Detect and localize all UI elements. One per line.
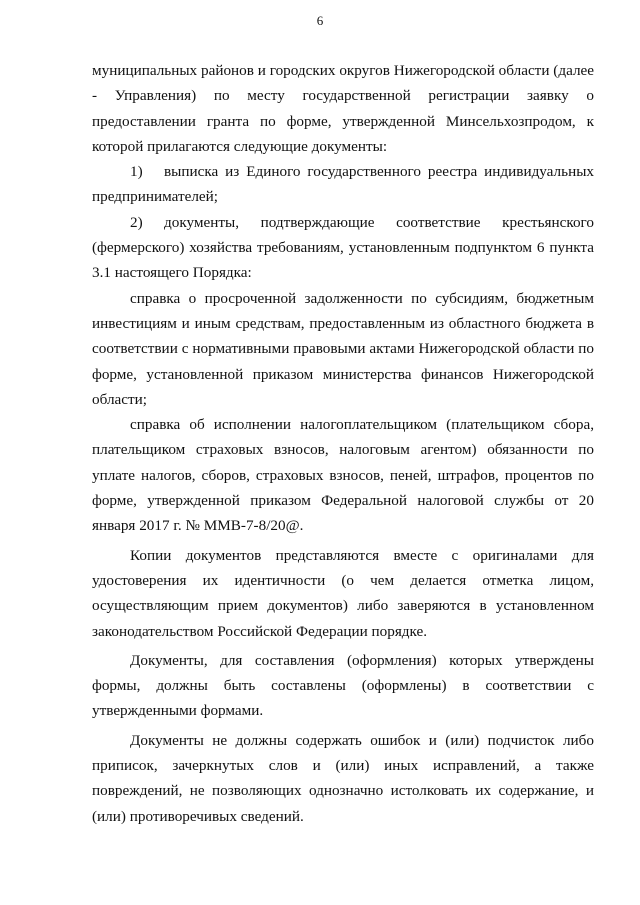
document-body <box>92 58 594 829</box>
paragraph-debt-certificate: справка о просроченной задолженности по субсидиям, бюджетным инвестициям и иным средствам, предоставленным из областного бюджета в соответствии с нормативными правовыми актами Нижегородской области по форме, установленной приказом министерства финансов Нижегородской области; <box>92 289 594 408</box>
paragraph-document-errors: Документы не должны содержать ошибок и (или) подчисток либо приписок, зачеркнутых слов и (или) иных исправлений, а также повреждений, не позволяющих однозначно истолковать их содержание, и (или) противоречивых сведений. <box>92 731 594 825</box>
paragraph-tax-certificate: справка об исполнении налогоплательщиком (плательщиком сбора, плательщиком страховых взносов, налоговым агентом) обязанности по уплате налогов, сборов, страховых взносов, пеней, штрафов, процентов по форме, утвержденной приказом Федеральной налоговой службы от 20 января 2017 г. № ММВ-7-8/20@. <box>92 416 594 535</box>
list-item-number: 2) <box>130 213 143 231</box>
paragraph-document-forms: Документы, для составления (оформления) которых утверждены формы, должны быть составлены (оформлены) в соответствии с утвержденными формами. <box>92 651 594 720</box>
list-item-text: документы, подтверждающие соответствие крестьянского (фермерского) хозяйства требованиям, установленным подпунктом 6 пункта 3.1 настоящего Порядка: <box>92 213 594 282</box>
list-item-2 <box>92 210 594 286</box>
page-number: 6 <box>316 13 324 28</box>
list-item-number: 1) <box>130 163 143 181</box>
paragraph-continuation: муниципальных районов и городских округов Нижегородской области (далее - Управления) по месту государственной регистрации заявку о предоставлении гранта по форме, утвержденной Минсельхозпродом, к которой прилагаются следующие документы: <box>92 62 594 155</box>
paragraph-document-copies: Копии документов представляются вместе с оригиналами для удостоверения их идентичности (о чем делается отметка лицом, осуществляющим прием документов) либо заверяются в установленном законодательством Российской Федерации порядке. <box>92 546 594 640</box>
list-item-text: выписка из Единого государственного реестра индивидуальных предпринимателей; <box>92 163 594 206</box>
list-item-1 <box>92 159 594 210</box>
